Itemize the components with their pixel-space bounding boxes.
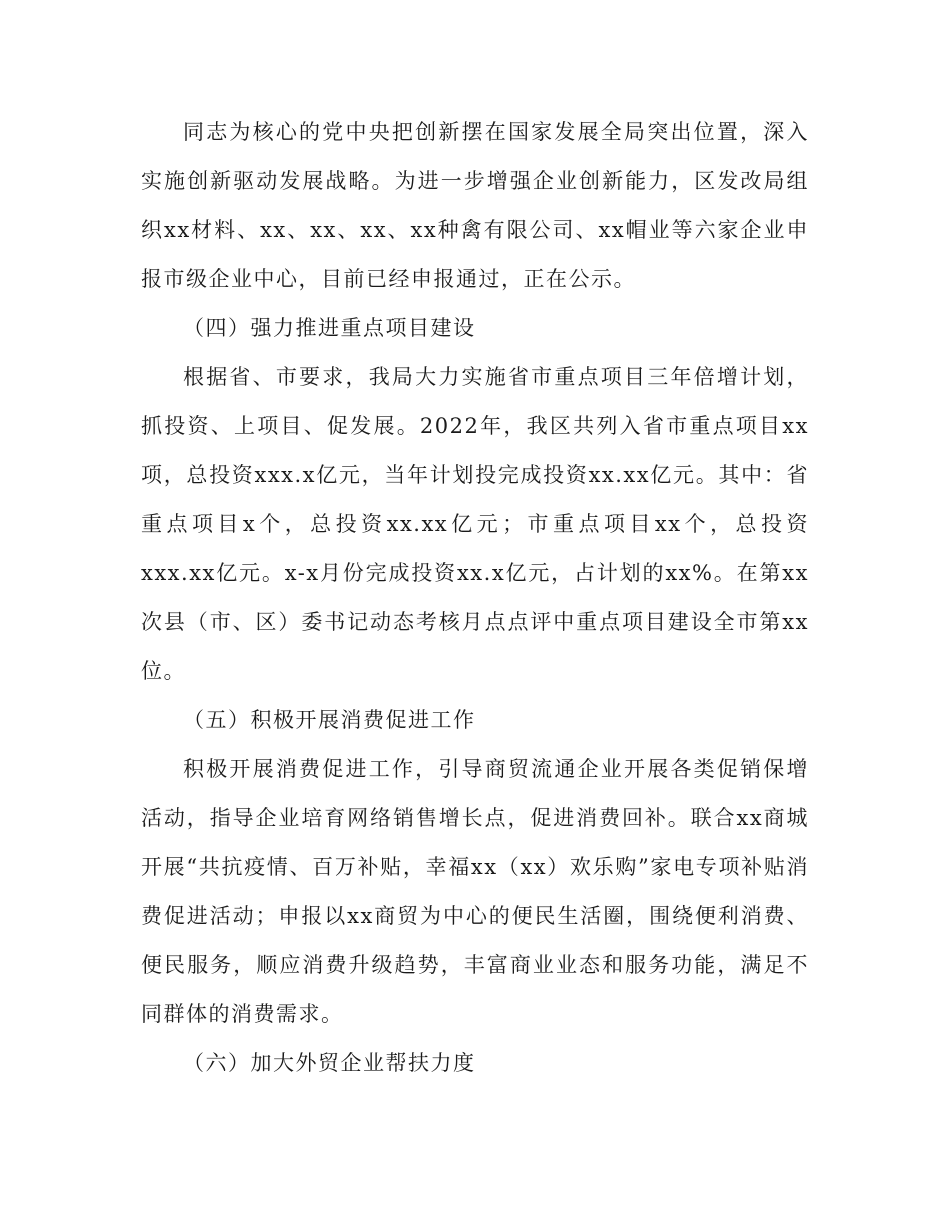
paragraph-consumption: 积极开展消费促进工作，引导商贸流通企业开展各类促销保增活动，指导企业培育网络销售增长点，促进消费回补。联合xx商城开展“共抗疫情、百万补贴，幸福xx（xx）欢乐购”家电专项补贴消费促进活动；申报以xx商贸为中心的便民生活圈，围绕便利消费、便民服务，顺应消费升级趋势，丰富商业业态和服务功能，满足不同群体的消费需求。 (141, 757, 809, 1026)
section-heading-6: （六）加大外贸企业帮扶力度 (183, 1051, 476, 1075)
paragraph-key-projects: 根据省、市要求，我局大力实施省市重点项目三年倍增计划，抓投资、上项目、促发展。2022年，我区共列入省市重点项目xx项，总投资xxx.x亿元，当年计划投完成投资xx.xx亿元。其中：省重点项目x个，总投资xx.xx亿元；市重点项目xx个，总投资xxx.xx亿元。x-x月份完成投资xx.x亿元，占计划的xx%。在第xx次县（市、区）委书记动态考核月点点评中重点项目建设全市第xx位。 (141, 365, 809, 683)
section-heading-4: （四）强力推进重点项目建设 (183, 316, 476, 340)
document-body (141, 108, 809, 1088)
section-heading-5: （五）积极开展消费促进工作 (183, 708, 476, 732)
paragraph-innovation: 同志为核心的党中央把创新摆在国家发展全局突出位置，深入实施创新驱动发展战略。为进一步增强企业创新能力，区发改局组织xx材料、xx、xx、xx、xx种禽有限公司、xx帽业等六家企业申报市级企业中心，目前已经申报通过，正在公示。 (141, 120, 809, 291)
